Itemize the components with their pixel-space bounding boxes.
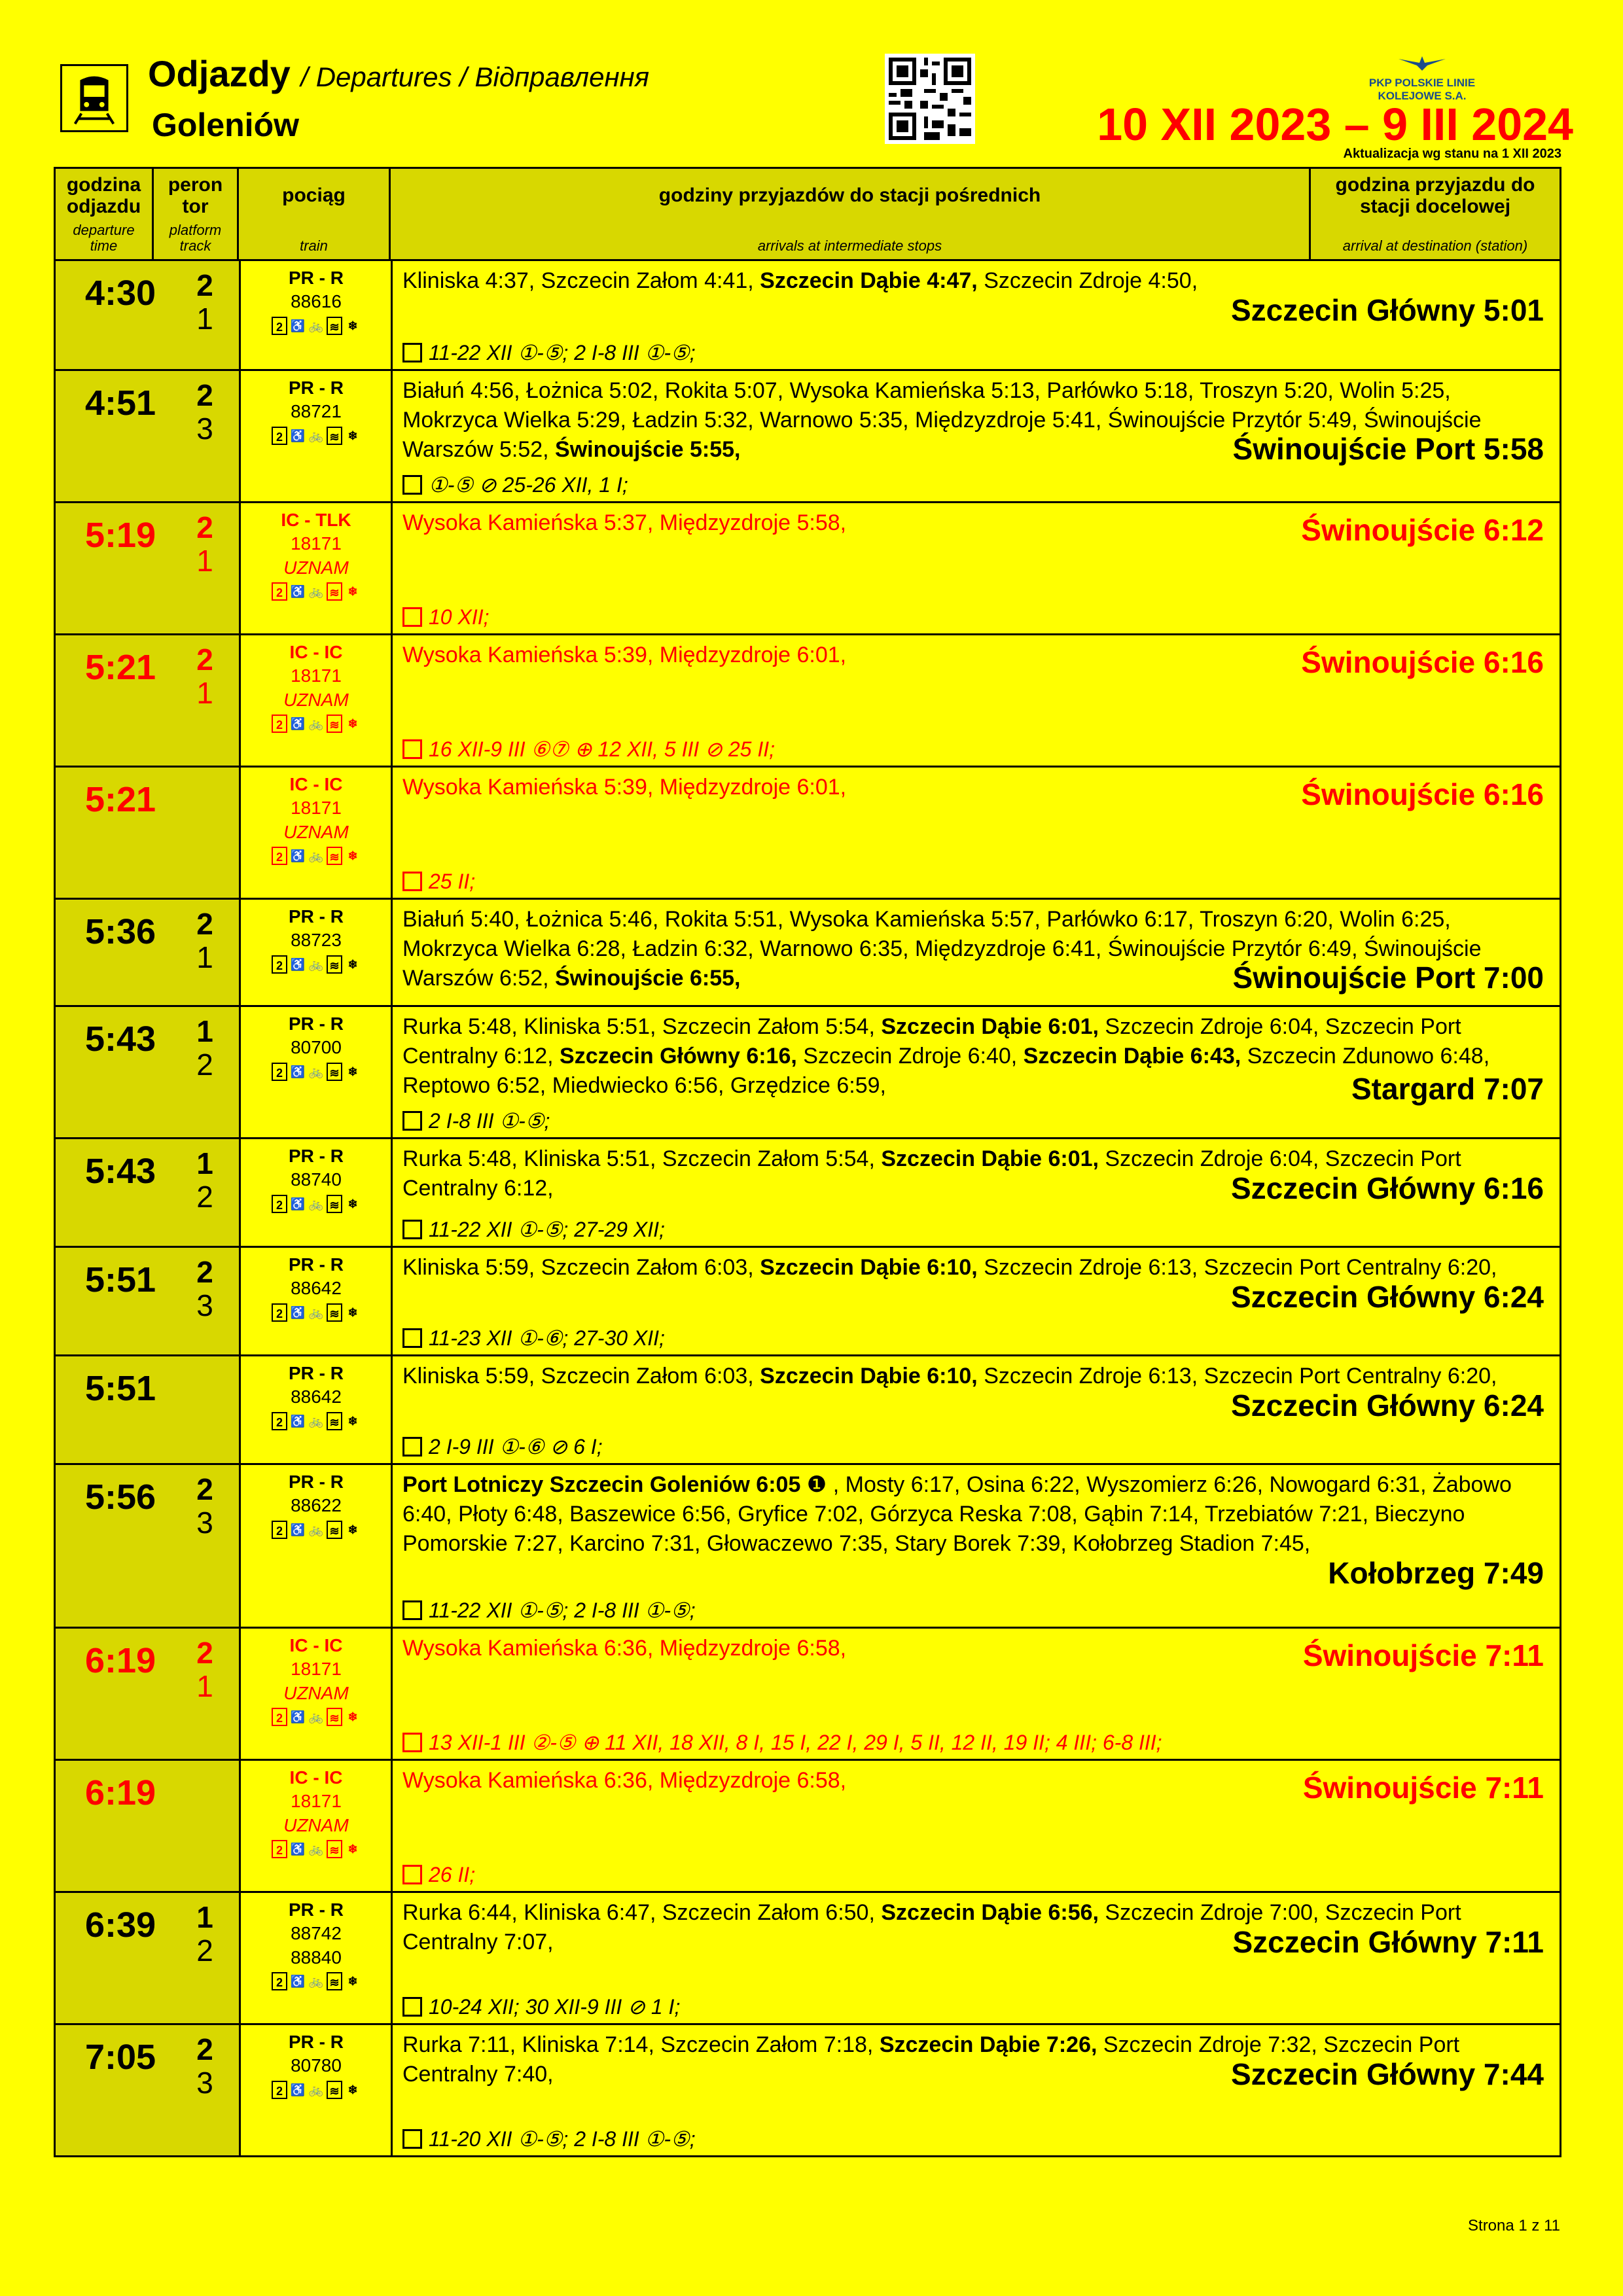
snowflake-icon: ❄ [348, 1710, 358, 1724]
snowflake-icon: ❄ [348, 319, 358, 332]
platform-track [179, 1473, 231, 1539]
train-info [241, 1362, 391, 1430]
intermediate-stops: Kliniska 5:59, Szczecin Załom 6:03, Szczecin Dąbie 6:10, Szczecin Zdroje 6:13, Szczecin Port Centralny 6:20, [402, 1364, 1497, 1388]
wifi-icon: ≋ [327, 317, 342, 335]
col-platform: peron tor platform track [154, 169, 239, 259]
class-2-icon: 2 [272, 1972, 287, 1990]
table-body [54, 261, 1561, 2157]
wifi-icon: ≋ [327, 2081, 342, 2099]
snowflake-icon: ❄ [348, 1305, 358, 1319]
train-amenities [241, 1972, 391, 1990]
validity-period: 10 XII 2023 – 9 III 2024 [1097, 99, 1573, 150]
calendar-icon [402, 1865, 422, 1884]
snowflake-icon: ❄ [348, 849, 358, 863]
destination: Świnoujście 6:16 [1301, 645, 1544, 679]
snowflake-icon: ❄ [348, 1065, 358, 1078]
validity-note: 13 XII-1 III ②-⑤ ⊕ 11 XII, 18 XII, 8 I, 15 I, 22 I, 29 I, 5 II, 12 II, 19 II; 4 III; 6-8 III; [402, 1730, 1162, 1755]
wheelchair-icon: ♿ [290, 1305, 306, 1319]
snowflake-icon: ❄ [348, 1523, 358, 1536]
platform-track [179, 643, 231, 709]
train-info [241, 266, 391, 335]
snowflake-icon: ❄ [348, 585, 358, 599]
table-row [54, 1356, 1561, 1465]
train-info [241, 376, 391, 445]
train-category: PR - R [288, 1472, 344, 1492]
table-row [54, 768, 1561, 900]
train-name: UZNAM [283, 1682, 349, 1703]
validity-note: 26 II; [402, 1863, 475, 1887]
wheelchair-icon: ♿ [290, 1065, 306, 1078]
train-info [241, 508, 391, 601]
platform: 2 [196, 268, 213, 302]
train-info [241, 1766, 391, 1858]
track: 1 [196, 940, 213, 974]
intermediate-stops: Białuń 4:56, Łożnica 5:02, Rokita 5:07, Wysoka Kamieńska 5:13, Parłówko 5:18, Troszyn 5:20, Wolin 5:25, Mokrzyca Wielka 5:29, Ładzin 5:32, Warnowo 5:35, Międzyzdroje 5:41, Świnoujście Przytór 5:49, Świnoujście Warszów 5:52, Świnoujście 5:55, [402, 378, 1482, 462]
wifi-icon: ≋ [327, 1195, 342, 1213]
destination: Szczecin Główny 5:01 [1230, 293, 1544, 327]
train-number: 88840 [291, 1947, 342, 1968]
class-2-icon: 2 [272, 317, 287, 335]
validity-note: 11-20 XII ①-⑤; 2 I-8 III ①-⑤; [402, 2127, 696, 2151]
class-2-icon: 2 [272, 847, 287, 865]
platform-track [179, 1256, 231, 1322]
snowflake-icon: ❄ [348, 717, 358, 731]
departure-time: 5:36 [84, 912, 156, 951]
validity-note: 11-22 XII ①-⑤; 2 I-8 III ①-⑤; [402, 340, 696, 365]
class-2-icon: 2 [272, 1708, 287, 1726]
table-row [54, 1007, 1561, 1139]
train-number: 88616 [291, 291, 342, 312]
bicycle-icon: 🚲 [308, 429, 324, 442]
validity-note: 11-22 XII ①-⑤; 2 I-8 III ①-⑤; [402, 1598, 696, 1623]
wheelchair-icon: ♿ [290, 1975, 306, 1988]
platform: 2 [196, 378, 213, 412]
wifi-icon: ≋ [327, 1840, 342, 1858]
platform: 2 [196, 1472, 213, 1506]
col-train: pociąg train [239, 169, 391, 259]
snowflake-icon: ❄ [348, 1843, 358, 1856]
col-destination: godzina przyjazdu do stacji docelowej arrival at destination (station) [1335, 174, 1535, 254]
train-info [241, 1634, 391, 1726]
platform-track [179, 1901, 231, 1967]
wheelchair-icon: ♿ [290, 319, 306, 332]
bicycle-icon: 🚲 [308, 849, 324, 863]
wifi-icon: ≋ [327, 427, 342, 445]
table-row [54, 900, 1561, 1007]
validity-note: ①-⑤ ⊘ 25-26 XII, 1 I; [402, 472, 628, 497]
train-number: 88642 [291, 1278, 342, 1299]
destination: Szczecin Główny 6:24 [1230, 1280, 1544, 1314]
departure-time: 6:19 [84, 1773, 156, 1812]
table-row [54, 2025, 1561, 2157]
intermediate-stops: Wysoka Kamieńska 6:36, Międzyzdroje 6:58, [402, 1636, 847, 1661]
calendar-icon [402, 739, 422, 759]
wheelchair-icon: ♿ [290, 717, 306, 731]
train-number: 18171 [291, 533, 342, 554]
train-info [241, 1470, 391, 1539]
train-number: 18171 [291, 1791, 342, 1812]
departure-time: 5:43 [84, 1019, 156, 1059]
wifi-icon: ≋ [327, 1063, 342, 1081]
train-info [241, 1898, 391, 1990]
track: 1 [196, 543, 213, 578]
platform-track [179, 1015, 231, 1081]
bicycle-icon: 🚲 [308, 1305, 324, 1319]
train-category: PR - R [288, 1146, 344, 1166]
page-number: Strona 1 z 11 [1468, 2217, 1560, 2234]
intermediate-stops: Wysoka Kamieńska 5:37, Międzyzdroje 5:58, [402, 510, 847, 535]
wifi-icon: ≋ [327, 582, 342, 601]
calendar-icon [402, 1437, 422, 1457]
train-info [241, 1144, 391, 1213]
wifi-icon: ≋ [327, 1303, 342, 1322]
track: 3 [196, 2065, 213, 2100]
class-2-icon: 2 [272, 1063, 287, 1081]
wheelchair-icon: ♿ [290, 957, 306, 971]
table-row [54, 1629, 1561, 1761]
bicycle-icon: 🚲 [308, 1414, 324, 1428]
operator-name: PKP POLSKIE LINIE KOLEJOWE S.A. [1368, 77, 1476, 102]
platform-track [179, 379, 231, 445]
intermediate-stops: Port Lotniczy Szczecin Goleniów 6:05 ❶ , Mosty 6:17, Osina 6:22, Wyszomierz 6:26, Nowogard 6:31, Żabowo 6:40, Płoty 6:48, Baszewice 6:56, Gryfice 7:02, Górzyca Reska 7:08, Gąbin 7:14, Trzebiatów 7:21, Bieczyno Pomorskie 7:27, Karcino 7:31, Głowaczewo 7:35, Stary Borek 7:39, Kołobrzeg Stadion 7:45, [402, 1472, 1512, 1556]
wheelchair-icon: ♿ [290, 1843, 306, 1856]
departure-time: 5:43 [84, 1152, 156, 1191]
train-info [241, 905, 391, 974]
wifi-icon: ≋ [327, 1412, 342, 1430]
track: 2 [196, 1179, 213, 1214]
class-2-icon: 2 [272, 427, 287, 445]
wifi-icon: ≋ [327, 955, 342, 974]
train-icon [60, 64, 128, 132]
platform: 2 [196, 1255, 213, 1289]
platform-track [179, 269, 231, 335]
class-2-icon: 2 [272, 1303, 287, 1322]
platform: 2 [196, 1636, 213, 1670]
train-amenities [241, 1412, 391, 1430]
train-category: PR - R [288, 1014, 344, 1034]
wifi-icon: ≋ [327, 715, 342, 733]
wheelchair-icon: ♿ [290, 1414, 306, 1428]
train-amenities [241, 1521, 391, 1539]
destination: Szczecin Główny 7:11 [1232, 1925, 1544, 1959]
snowflake-icon: ❄ [348, 1414, 358, 1428]
destination: Świnoujście 7:11 [1302, 1638, 1544, 1672]
validity-note: 2 I-8 III ①-⑤; [402, 1108, 550, 1133]
snowflake-icon: ❄ [348, 1975, 358, 1988]
class-2-icon: 2 [272, 955, 287, 974]
departure-time: 5:56 [84, 1477, 156, 1517]
table-header [54, 167, 1561, 261]
validity-note: 2 I-9 III ①-⑥ ⊘ 6 I; [402, 1434, 603, 1459]
bicycle-icon: 🚲 [308, 1710, 324, 1724]
train-category: PR - R [288, 1254, 344, 1275]
intermediate-stops: Białuń 5:40, Łożnica 5:46, Rokita 5:51, Wysoka Kamieńska 5:57, Parłówko 6:17, Troszyn 6:20, Wolin 6:25, Mokrzyca Wielka 6:28, Ładzin 6:32, Warnowo 6:35, Międzyzdroje 6:41, Świnoujście Przytór 6:49, Świnoujście Warszów 6:52, Świnoujście 6:55, [402, 907, 1482, 991]
train-number: 18171 [291, 665, 342, 686]
train-number: 88740 [291, 1169, 342, 1190]
table-row [54, 1139, 1561, 1248]
train-number: 88642 [291, 1386, 342, 1407]
train-info [241, 2030, 391, 2099]
platform: 1 [196, 1014, 213, 1048]
intermediate-stops: Kliniska 5:59, Szczecin Załom 6:03, Szczecin Dąbie 6:10, Szczecin Zdroje 6:13, Szczecin Port Centralny 6:20, [402, 1255, 1497, 1280]
departure-time: 5:51 [84, 1260, 156, 1299]
wheelchair-icon: ♿ [290, 585, 306, 599]
platform-track [179, 1147, 231, 1213]
snowflake-icon: ❄ [348, 957, 358, 971]
train-amenities [241, 1195, 391, 1213]
train-amenities [241, 2081, 391, 2099]
train-name: UZNAM [283, 1814, 349, 1835]
wheelchair-icon: ♿ [290, 1710, 306, 1724]
calendar-icon [402, 607, 422, 627]
departures-table [54, 167, 1561, 2157]
wheelchair-icon: ♿ [290, 849, 306, 863]
track: 3 [196, 411, 213, 446]
train-category: IC - IC [289, 774, 343, 794]
platform: 2 [196, 510, 213, 544]
train-category: PR - R [288, 1363, 344, 1383]
destination: Stargard 7:07 [1351, 1072, 1544, 1106]
train-amenities [241, 955, 391, 974]
intermediate-stops: Wysoka Kamieńska 5:39, Międzyzdroje 6:01, [402, 775, 847, 800]
train-info [241, 641, 391, 733]
train-category: PR - R [288, 378, 344, 398]
platform: 2 [196, 643, 213, 677]
class-2-icon: 2 [272, 1412, 287, 1430]
track: 3 [196, 1505, 213, 1540]
table-row [54, 1761, 1561, 1893]
train-category: IC - TLK [281, 510, 351, 530]
train-number: 88721 [291, 401, 342, 422]
departure-time: 6:39 [84, 1905, 156, 1945]
departure-time: 5:21 [84, 648, 156, 687]
track: 1 [196, 1669, 213, 1703]
bicycle-icon: 🚲 [308, 1975, 324, 1988]
table-row [54, 1893, 1561, 2025]
train-category: PR - R [288, 906, 344, 927]
bicycle-icon: 🚲 [308, 717, 324, 731]
wifi-icon: ≋ [327, 1521, 342, 1539]
col-intermediate: godziny przyjazdów do stacji pośrednich arrivals at intermediate stops [391, 169, 1311, 259]
bicycle-icon: 🚲 [308, 1523, 324, 1536]
table-row [54, 1465, 1561, 1629]
train-number: 80700 [291, 1037, 342, 1058]
track: 1 [196, 301, 213, 336]
destination: Świnoujście 6:12 [1301, 513, 1544, 547]
destination: Szczecin Główny 7:44 [1230, 2057, 1544, 2091]
train-amenities [241, 1063, 391, 1081]
table-row [54, 371, 1561, 503]
platform: 1 [196, 1900, 213, 1934]
wifi-icon: ≋ [327, 847, 342, 865]
train-number: 18171 [291, 798, 342, 819]
destination: Szczecin Główny 6:24 [1230, 1388, 1544, 1422]
departure-time: 5:19 [84, 516, 156, 555]
train-amenities [241, 317, 391, 335]
intermediate-stops: Kliniska 4:37, Szczecin Załom 4:41, Szczecin Dąbie 4:47, Szczecin Zdroje 4:50, [402, 268, 1198, 293]
train-number: 18171 [291, 1659, 342, 1680]
intermediate-stops: Wysoka Kamieńska 5:39, Międzyzdroje 6:01, [402, 643, 847, 667]
destination: Świnoujście Port 5:58 [1232, 432, 1544, 466]
platform: 2 [196, 2032, 213, 2066]
train-amenities [241, 1708, 391, 1726]
train-category: IC - IC [289, 1767, 343, 1788]
class-2-icon: 2 [272, 1840, 287, 1858]
wifi-icon: ≋ [327, 1708, 342, 1726]
validity-note: 10-24 XII; 30 XII-9 III ⊘ 1 I; [402, 1994, 680, 2019]
train-number: 80780 [291, 2055, 342, 2076]
bicycle-icon: 🚲 [308, 957, 324, 971]
class-2-icon: 2 [272, 2081, 287, 2099]
calendar-icon [402, 1997, 422, 2017]
intermediate-stops: Rurka 5:48, Kliniska 5:51, Szczecin Załom 5:54, Szczecin Dąbie 6:01, Szczecin Zdroje 6:04, Szczecin Port Centralny 6:12, Szczecin Główny 6:16, Szczecin Zdroje 6:40, Szczecin Dąbie 6:43, Szczecin Zdunowo 6:48, Reptowo 6:52, Miedwiecko 6:56, Grzędzice 6:59, [402, 1014, 1490, 1098]
intermediate-stops: Rurka 7:11, Kliniska 7:14, Szczecin Załom 7:18, Szczecin Dąbie 7:26, Szczecin Zdroje 7:32, Szczecin Port Centralny 7:40, [402, 2032, 1460, 2087]
calendar-icon [402, 1733, 422, 1752]
calendar-icon [402, 1220, 422, 1239]
train-category: PR - R [288, 2032, 344, 2052]
station-name: Goleniów [152, 107, 299, 143]
class-2-icon: 2 [272, 715, 287, 733]
destination: Świnoujście 6:16 [1301, 777, 1544, 811]
platform-track [179, 1636, 231, 1703]
departure-time: 4:51 [84, 383, 156, 423]
platform-track [179, 908, 231, 974]
calendar-icon [402, 1600, 422, 1620]
platform: 1 [196, 1146, 213, 1180]
bicycle-icon: 🚲 [308, 2083, 324, 2096]
snowflake-icon: ❄ [348, 429, 358, 442]
calendar-icon [402, 2129, 422, 2149]
wheelchair-icon: ♿ [290, 2083, 306, 2096]
train-amenities [241, 1840, 391, 1858]
destination: Świnoujście 7:11 [1302, 1771, 1544, 1805]
train-number: 88742 [291, 1923, 342, 1944]
validity-note: 25 II; [402, 870, 475, 894]
departure-time: 5:21 [84, 780, 156, 819]
destination: Kołobrzeg 7:49 [1328, 1556, 1544, 1590]
track: 1 [196, 675, 213, 710]
train-number: 88622 [291, 1495, 342, 1516]
bicycle-icon: 🚲 [308, 1197, 324, 1210]
departure-time: 4:30 [84, 274, 156, 313]
col-departure: godzina odjazdu departure time [56, 169, 154, 259]
intermediate-stops: Rurka 6:44, Kliniska 6:47, Szczecin Załom 6:50, Szczecin Dąbie 6:56, Szczecin Zdroje 7:00, Szczecin Port Centralny 7:07, [402, 1900, 1461, 1954]
train-amenities [241, 847, 391, 865]
departure-time: 7:05 [84, 2038, 156, 2077]
calendar-icon [402, 1111, 422, 1131]
train-amenities [241, 1303, 391, 1322]
intermediate-stops: Rurka 5:48, Kliniska 5:51, Szczecin Załom 5:54, Szczecin Dąbie 6:01, Szczecin Zdroje 6:04, Szczecin Port Centralny 6:12, [402, 1146, 1461, 1201]
train-category: PR - R [288, 268, 344, 288]
bicycle-icon: 🚲 [308, 1843, 324, 1856]
train-name: UZNAM [283, 557, 349, 578]
wifi-icon: ≋ [327, 1972, 342, 1990]
platform: 2 [196, 907, 213, 941]
pkp-logo [1353, 54, 1491, 103]
train-number: 88723 [291, 930, 342, 951]
train-category: PR - R [288, 1899, 344, 1920]
track: 2 [196, 1933, 213, 1968]
wheelchair-icon: ♿ [290, 1197, 306, 1210]
departure-time: 6:19 [84, 1641, 156, 1680]
train-category: IC - IC [289, 1635, 343, 1655]
bicycle-icon: 🚲 [308, 585, 324, 599]
track: 2 [196, 1047, 213, 1082]
class-2-icon: 2 [272, 1521, 287, 1539]
table-row [54, 635, 1561, 768]
qr-code[interactable] [885, 54, 975, 144]
train-info [241, 1253, 391, 1322]
intermediate-stops: Wysoka Kamieńska 6:36, Międzyzdroje 6:58, [402, 1768, 847, 1793]
train-amenities [241, 715, 391, 733]
train-info [241, 1012, 391, 1081]
departure-time: 5:51 [84, 1369, 156, 1408]
platform-track [179, 511, 231, 577]
table-row [54, 503, 1561, 635]
class-2-icon: 2 [272, 1195, 287, 1213]
track: 3 [196, 1288, 213, 1322]
train-category: IC - IC [289, 642, 343, 662]
calendar-icon [402, 343, 422, 362]
bicycle-icon: 🚲 [308, 1065, 324, 1078]
train-name: UZNAM [283, 821, 349, 842]
destination: Szczecin Główny 6:16 [1230, 1171, 1544, 1205]
validity-note: 10 XII; [402, 605, 490, 629]
validity-note: 11-22 XII ①-⑤; 27-29 XII; [402, 1217, 665, 1242]
update-note: Aktualizacja wg stanu na 1 XII 2023 [1343, 147, 1561, 161]
table-row [54, 261, 1561, 371]
snowflake-icon: ❄ [348, 2083, 358, 2096]
page-title: Odjazdy / Departures / Відправлення [148, 53, 650, 94]
train-amenities [241, 427, 391, 445]
table-row [54, 1248, 1561, 1356]
validity-note: 16 XII-9 III ⑥⑦ ⊕ 12 XII, 5 III ⊘ 25 II; [402, 737, 775, 762]
class-2-icon: 2 [272, 582, 287, 601]
calendar-icon [402, 1328, 422, 1348]
calendar-icon [402, 872, 422, 891]
train-amenities [241, 582, 391, 601]
platform-track [179, 2033, 231, 2099]
destination: Świnoujście Port 7:00 [1232, 961, 1544, 995]
calendar-icon [402, 475, 422, 495]
bicycle-icon: 🚲 [308, 319, 324, 332]
snowflake-icon: ❄ [348, 1197, 358, 1210]
train-name: UZNAM [283, 689, 349, 710]
wheelchair-icon: ♿ [290, 429, 306, 442]
wheelchair-icon: ♿ [290, 1523, 306, 1536]
validity-note: 11-23 XII ①-⑥; 27-30 XII; [402, 1326, 665, 1351]
train-info [241, 773, 391, 865]
